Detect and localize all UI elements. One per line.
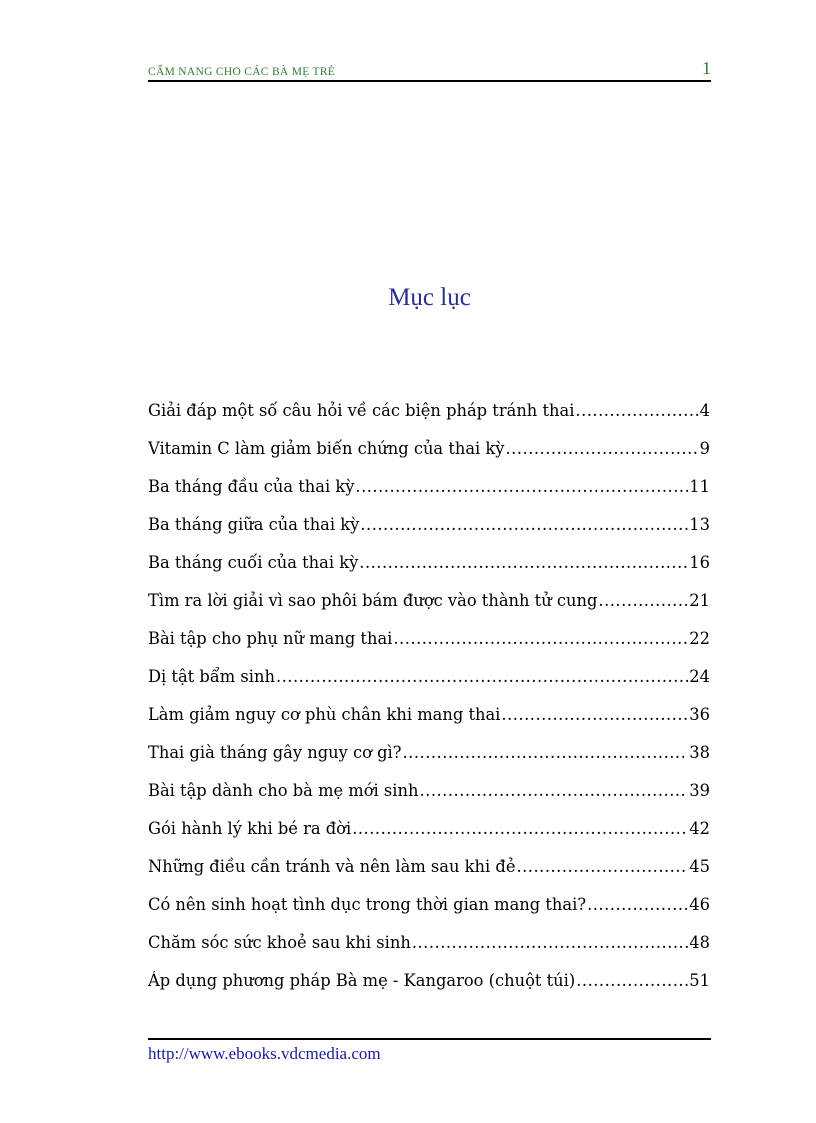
toc-leader-dots — [575, 401, 698, 420]
toc-leader-dots — [587, 895, 688, 914]
toc-entry-page: 4 — [699, 401, 710, 420]
page-header — [148, 58, 711, 82]
toc-entry-page: 16 — [689, 553, 710, 572]
toc-entry[interactable] — [148, 857, 710, 895]
toc-leader-dots — [412, 933, 688, 952]
toc-entry-page: 21 — [689, 591, 710, 610]
toc-entry[interactable] — [148, 667, 710, 705]
toc-entry-page: 9 — [699, 439, 710, 458]
toc-entry[interactable] — [148, 591, 710, 629]
toc-entry-text: Dị tật bẩm sinh — [148, 667, 275, 686]
toc-entry[interactable] — [148, 439, 710, 477]
toc-entry-page: 13 — [689, 515, 710, 534]
toc-leader-dots — [403, 743, 689, 762]
toc-leader-dots — [576, 971, 688, 990]
toc-leader-dots — [506, 439, 699, 458]
toc-entry-text: Chăm sóc sức khoẻ sau khi sinh — [148, 933, 411, 952]
toc-entry-page: 45 — [689, 857, 710, 876]
toc-entry-text: Ba tháng giữa của thai kỳ — [148, 515, 360, 534]
toc-entry-text: Tìm ra lời giải vì sao phôi bám được vào thành tử cung — [148, 591, 598, 610]
toc-entry-text: Áp dụng phương pháp Bà mẹ - Kangaroo (chuột túi) — [148, 971, 576, 990]
toc-leader-dots — [359, 553, 688, 572]
toc-entry-page: 46 — [689, 895, 710, 914]
toc-leader-dots — [393, 629, 688, 648]
toc-entry[interactable] — [148, 819, 710, 857]
toc-entry[interactable] — [148, 933, 710, 971]
toc-leader-dots — [355, 477, 688, 496]
toc-title: Mục lục — [388, 284, 471, 311]
toc-entry[interactable] — [148, 895, 710, 933]
toc-list — [148, 401, 710, 1009]
toc-entry-text: Ba tháng đầu của thai kỳ — [148, 477, 355, 496]
toc-entry[interactable] — [148, 743, 710, 781]
page-footer — [148, 1038, 711, 1063]
toc-leader-dots — [352, 819, 688, 838]
toc-entry-page: 48 — [689, 933, 710, 952]
toc-leader-dots — [598, 591, 688, 610]
toc-entry[interactable] — [148, 629, 710, 667]
toc-entry-page: 39 — [689, 781, 710, 800]
toc-entry-text: Bài tập cho phụ nữ mang thai — [148, 629, 393, 648]
toc-leader-dots — [516, 857, 688, 876]
toc-entry-text: Có nên sinh hoạt tình dục trong thời gian mang thai? — [148, 895, 587, 914]
toc-leader-dots — [419, 781, 688, 800]
toc-entry-page: 22 — [689, 629, 710, 648]
toc-entry-page: 38 — [689, 743, 710, 762]
toc-entry-page: 42 — [689, 819, 710, 838]
toc-leader-dots — [360, 515, 688, 534]
toc-entry[interactable] — [148, 553, 710, 591]
toc-entry-text: Ba tháng cuối của thai kỳ — [148, 553, 359, 572]
toc-entry-text: Bài tập dành cho bà mẹ mới sinh — [148, 781, 419, 800]
toc-entry-page: 36 — [689, 705, 710, 724]
footer-url-link[interactable]: http://www.ebooks.vdcmedia.com — [148, 1044, 381, 1063]
toc-entry[interactable] — [148, 705, 710, 743]
toc-entry-page: 11 — [689, 477, 710, 496]
header-title: CẨM NANG CHO CÁC BÀ MẸ TRẺ — [148, 66, 336, 78]
toc-leader-dots — [276, 667, 688, 686]
toc-entry[interactable] — [148, 971, 710, 1009]
toc-entry-text: Làm giảm nguy cơ phù chân khi mang thai — [148, 705, 501, 724]
header-page-number: 1 — [702, 58, 711, 78]
toc-leader-dots — [501, 705, 688, 724]
toc-entry[interactable] — [148, 515, 710, 553]
toc-entry-text: Giải đáp một số câu hỏi về các biện pháp tránh thai — [148, 401, 575, 420]
toc-entry-text: Thai già tháng gây nguy cơ gì? — [148, 743, 402, 762]
toc-entry-page: 51 — [689, 971, 710, 990]
toc-entry[interactable] — [148, 781, 710, 819]
toc-entry-text: Vitamin C làm giảm biến chứng của thai kỳ — [148, 439, 505, 458]
toc-entry-page: 24 — [689, 667, 710, 686]
toc-entry-text: Những điều cần tránh và nên làm sau khi đẻ — [148, 857, 516, 876]
toc-entry-text: Gói hành lý khi bé ra đời — [148, 819, 352, 838]
toc-entry[interactable] — [148, 477, 710, 515]
toc-entry[interactable] — [148, 401, 710, 439]
